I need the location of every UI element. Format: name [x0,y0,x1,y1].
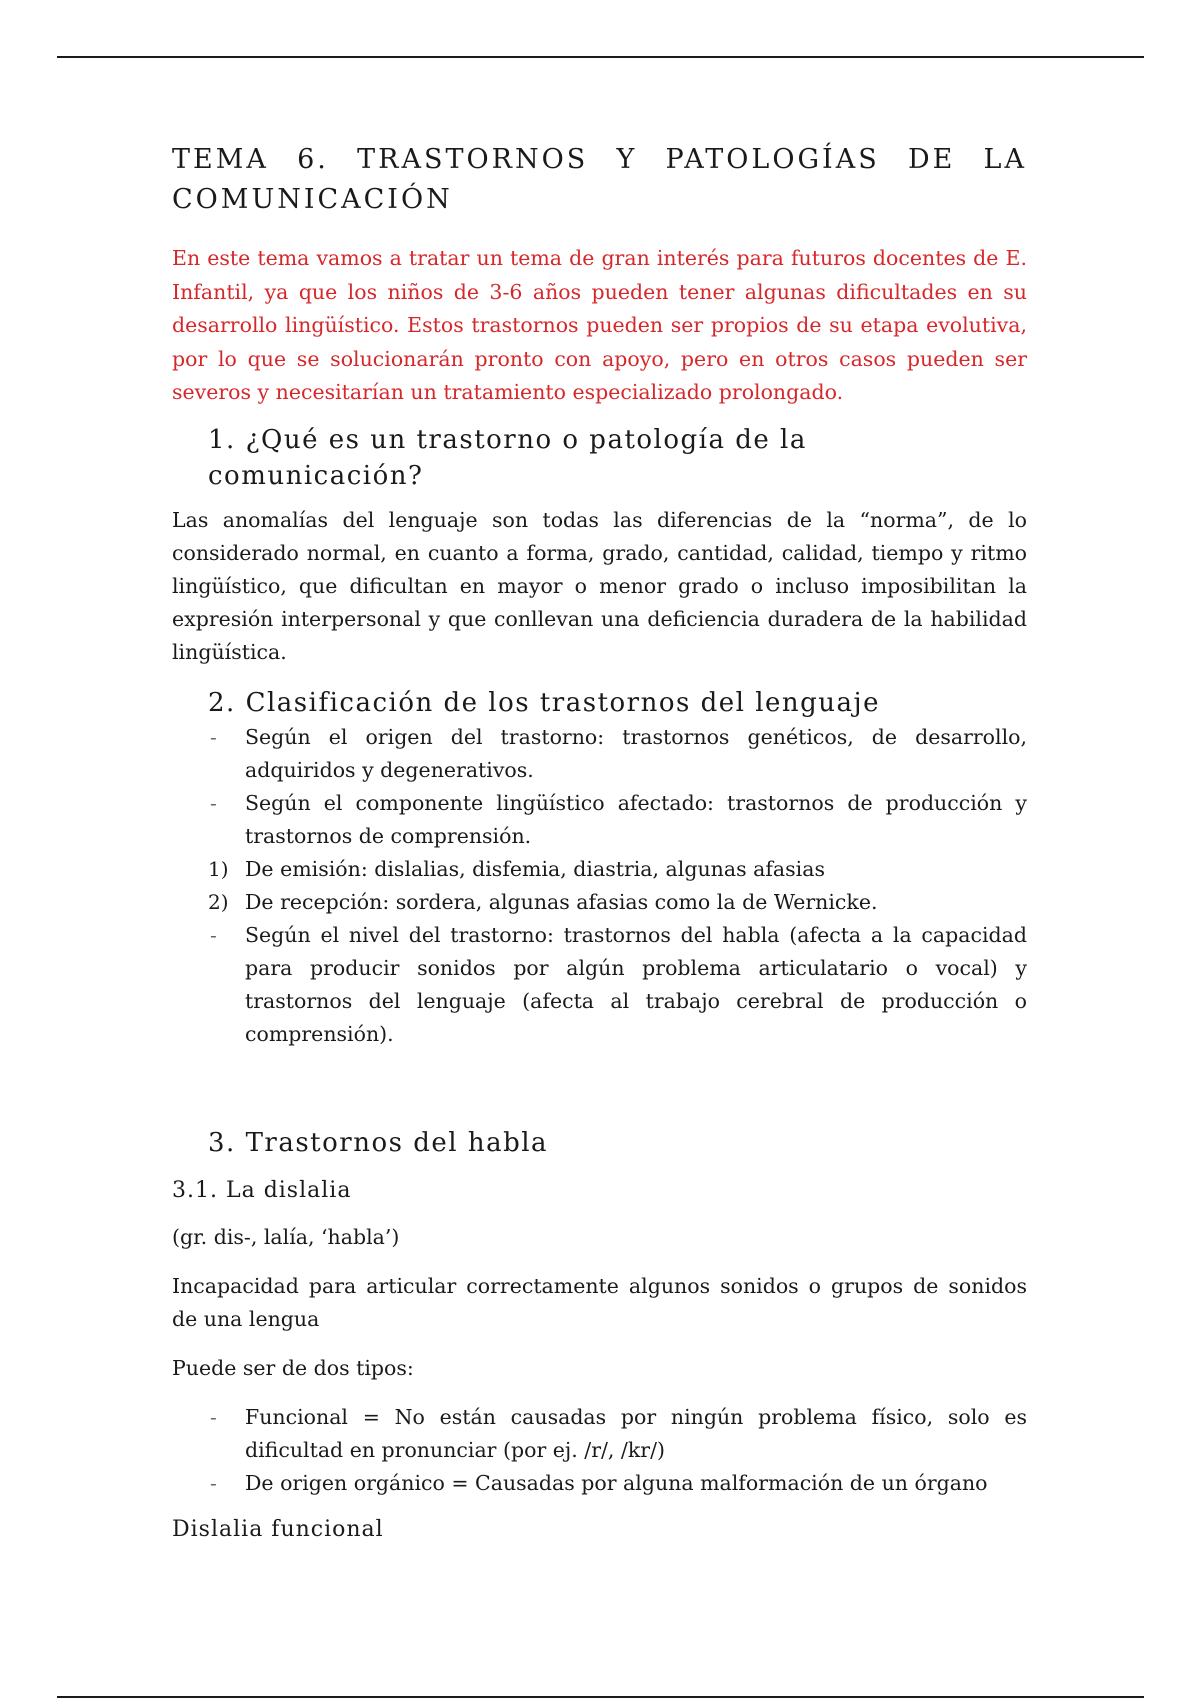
list-item [172,853,1027,886]
section-3-heading: 3. Trastornos del habla [208,1127,549,1158]
dislalia-funcional-heading: Dislalia funcional [172,1516,384,1542]
header-rule [57,56,1144,58]
intro-paragraph: En este tema vamos a tratar un tema de gran interés para futuros docentes de E. Infantil, ya que los niños de 3-6 años pueden tener algunas dificultades en su desarrollo lingüístico. Estos trastornos pueden ser propios de su etapa evolutiva, por lo que se solucionarán pronto con apoyo, pero en otros casos pueden ser severos y necesitarían un tratamiento especializado prolongado. [172,246,1027,404]
list-item [172,886,1027,919]
list-item-text: De origen orgánico = Causadas por alguna malformación de un órgano [245,1470,988,1495]
list-marker: - [210,724,217,749]
etymology-text: (gr. dis-, lalía, ‘habla’) [172,1224,400,1249]
document-title: TEMA 6. TRASTORNOS Y PATOLOGÍAS DE LA COMUNICACIÓN [172,144,1027,215]
section-1-heading: 1. ¿Qué es un trastorno o patología de la comunicación? [208,424,807,491]
section-1-paragraph: Las anomalías del lenguaje son todas las diferencias de la “norma”, de lo considerado normal, en cuanto a forma, grado, cantidad, calidad, tiempo y ritmo lingüístico, que dificultan en mayor o menor grado o incluso imposibilitan la expresión interpersonal y que conllevan una deficiencia duradera de la habilidad lingüística. [172,507,1027,664]
list-item-text: Según el componente lingüístico afectado: trastornos de producción y trastornos de comprensión. [245,790,1027,848]
document-body [172,140,1027,1546]
dislalia-types-list [172,1401,1027,1500]
list-marker: - [210,922,217,947]
classification-list [172,721,1027,1051]
list-item [172,721,1027,787]
types-intro: Puede ser de dos tipos: [172,1355,414,1380]
section-2-heading: 2. Clasificación de los trastornos del lenguaje [208,687,881,718]
list-item-text: Según el origen del trastorno: trastornos genéticos, de desarrollo, adquiridos y degenerativos. [245,724,1027,782]
list-item [172,1401,1027,1467]
dislalia-definition: Incapacidad para articular correctamente algunos sonidos o grupos de sonidos de una lengua [172,1273,1027,1331]
footer-rule [57,1696,1144,1698]
list-marker: - [210,1470,217,1495]
list-marker: - [210,790,217,815]
subsection-3-1-heading: 3.1. La dislalia [172,1177,352,1203]
list-item [172,1467,1027,1500]
list-marker: 2) [208,889,229,914]
list-item-text: De recepción: sordera, algunas afasias como la de Wernicke. [245,889,878,914]
list-item [172,787,1027,853]
list-item-text: Según el nivel del trastorno: trastornos del habla (afecta a la capacidad para producir sonidos por algún problema articulatario o vocal) y trastornos del lenguaje (afecta al trabajo cerebral de producción o comprensión). [245,922,1027,1046]
list-marker: - [210,1404,217,1429]
list-marker: 1) [208,856,229,881]
list-item [172,919,1027,1051]
list-item-text: Funcional = No están causadas por ningún problema físico, solo es dificultad en pronunciar (por ej. /r/, /kr/) [245,1404,1027,1462]
list-item-text: De emisión: dislalias, disfemia, diastria, algunas afasias [245,856,825,881]
